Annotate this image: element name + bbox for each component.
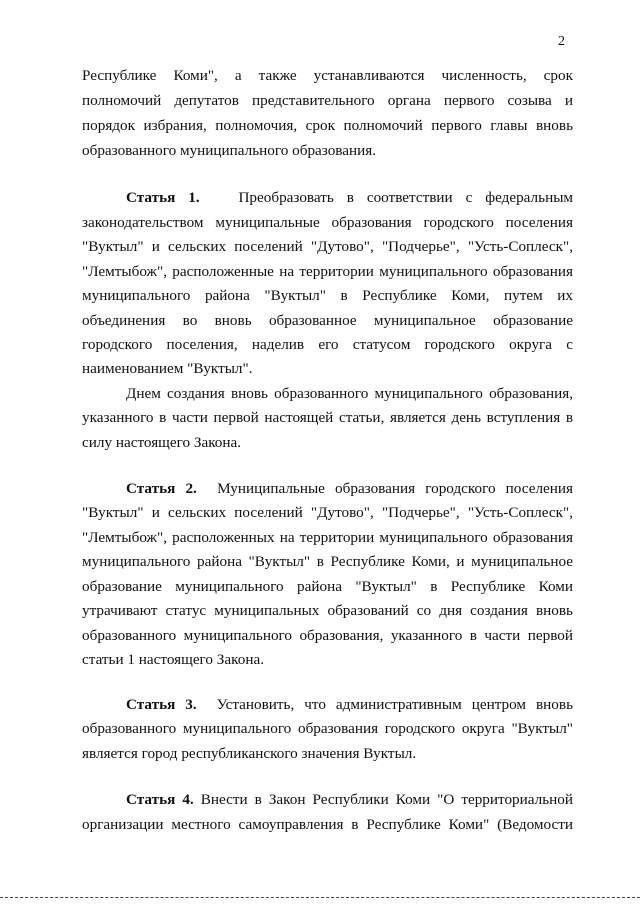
article-3-text: Установить, что административным центром вновь bbox=[216, 696, 574, 713]
text-line: образованного муниципального образования, указанного в части первой bbox=[82, 627, 573, 644]
page-bottom-rule bbox=[0, 897, 640, 898]
text-line: образование муниципального района "Вуктыл" в Республике Коми bbox=[82, 578, 573, 595]
article-3-first-line bbox=[126, 695, 573, 715]
article-1-text: Преобразовать в соответствии с федеральным bbox=[238, 189, 574, 206]
text-line: Республике Коми", а также устанавливаются численность, срок bbox=[82, 67, 573, 84]
text-line: утрачивают статус муниципальных образований со дня создания вновь bbox=[82, 602, 573, 619]
article-2-text: Муниципальные образования городского поселения bbox=[217, 480, 574, 497]
article-4-text: Внести в Закон Республики Коми "О территориальной bbox=[200, 791, 573, 808]
text-line: силу настоящего Закона. bbox=[82, 434, 242, 451]
text-line: законодательством муниципальные образования городского поселения bbox=[82, 214, 573, 231]
text-line: порядок избрания, полномочия, срок полномочий первого главы вновь bbox=[82, 117, 573, 134]
text-line: "Лемтыбож", расположенных на территории муниципального образования bbox=[82, 529, 573, 546]
text-line: Днем создания вновь образованного муниципального образования, bbox=[126, 385, 573, 402]
article-4-first-line bbox=[126, 790, 573, 810]
text-line: "Вуктыл" и сельских поселений "Дутово", "Подчерье", "Усть-Соплеск", bbox=[82, 238, 573, 255]
text-line: муниципального района "Вуктыл" в Республике Коми, путем их bbox=[82, 287, 573, 304]
page-number: 2 bbox=[558, 34, 565, 49]
text-line: наименованием "Вуктыл". bbox=[82, 360, 253, 377]
text-line: образованного муниципального образования городского округа "Вуктыл" bbox=[82, 720, 573, 737]
text-line: муниципального района "Вуктыл" в Республике Коми, и муниципальное bbox=[82, 553, 573, 570]
text-line: является город республиканского значения Вуктыл. bbox=[82, 745, 417, 762]
text-line: образованного муниципального образования. bbox=[82, 142, 377, 159]
text-line: объединения во вновь образованное муниципальное образование bbox=[82, 312, 573, 329]
text-line: статьи 1 настоящего Закона. bbox=[82, 651, 265, 668]
text-line: полномочий депутатов представительного органа первого созыва и bbox=[82, 92, 573, 109]
text-line: "Лемтыбож", расположенные на территории муниципального образования bbox=[82, 263, 573, 280]
article-2-first-line bbox=[126, 479, 573, 499]
text-line: указанного в части первой настоящей статьи, является день вступления в bbox=[82, 409, 573, 426]
article-2-label: Статья 2. bbox=[126, 480, 197, 497]
text-line: организации местного самоуправления в Республике Коми" (Ведомости bbox=[82, 816, 573, 833]
text-line: городского поселения, наделив его статусом городского округа с bbox=[82, 336, 573, 353]
article-4-label: Статья 4. bbox=[126, 791, 194, 808]
text-line: "Вуктыл" и сельских поселений "Дутово", "Подчерье", "Усть-Соплеск", bbox=[82, 504, 573, 521]
article-1-first-line bbox=[126, 188, 573, 208]
article-3-label: Статья 3. bbox=[126, 696, 197, 713]
article-1-label: Статья 1. bbox=[126, 189, 200, 206]
